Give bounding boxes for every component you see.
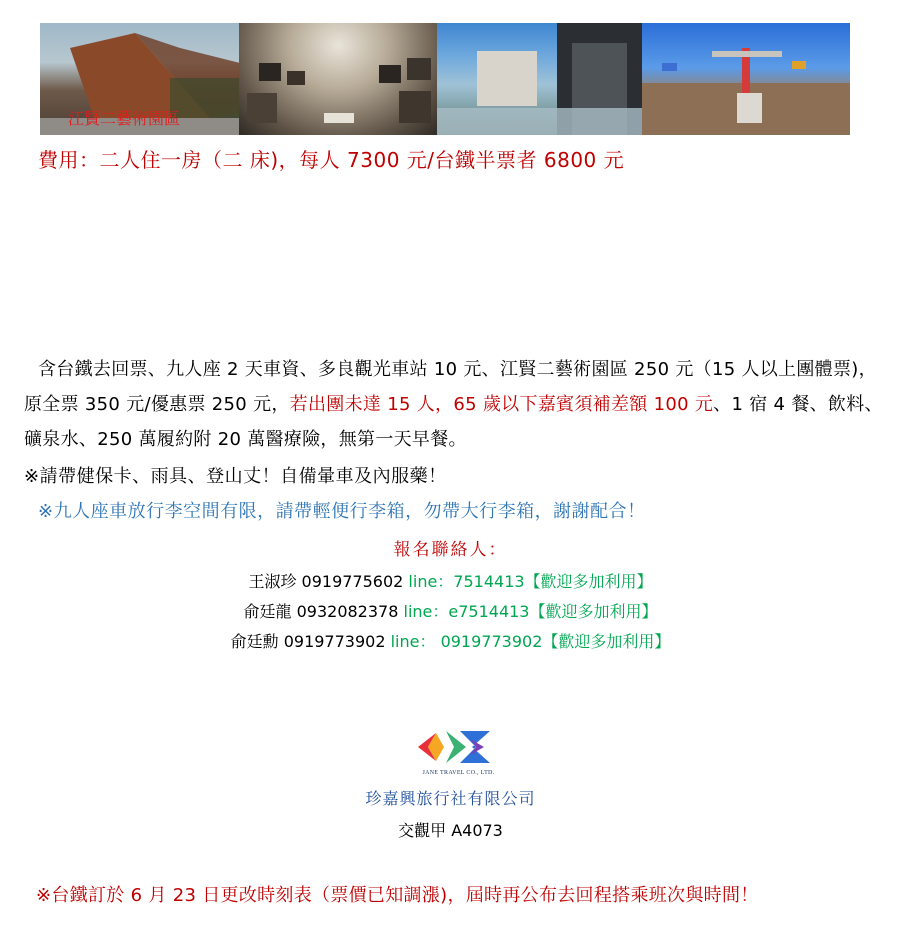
contact-name-phone: 俞廷勳 0919773902: [230, 632, 386, 651]
photo-strip: [40, 23, 850, 135]
timetable-notice: ※台鐵訂於 6 月 23 日更改時刻表（票價已知調漲)，屆時再公布去回程搭乘班次與時間！: [36, 885, 759, 906]
photo-sculpture-stone-wall-graphic: [642, 23, 850, 135]
license-number: 交觀甲 A4073: [398, 821, 503, 840]
photo-caption: 江賢二藝術園區: [68, 109, 181, 128]
contact-row: [0, 629, 901, 652]
contact-row: [0, 599, 901, 622]
description-surcharge-note: 若出團未達 15 人，65 歲以下嘉賓須補差額 100 元: [289, 394, 714, 415]
contact-line-id: line： 0919773902【歡迎多加利用】: [390, 632, 671, 651]
photo-concrete-pavilion: [437, 23, 642, 135]
logo-wordmark: JANE TRAVEL CO., LTD.: [422, 770, 495, 776]
contact-row: [0, 569, 901, 592]
contact-name-phone: 王淑珍 0919775602: [248, 572, 404, 591]
reminder-note: ※請帶健保卡、雨具、登山丈！自備暈車及內服藥！: [24, 466, 447, 487]
company-name: 珍嘉興旅行社有限公司: [365, 789, 536, 808]
contact-line-id: line：7514413【歡迎多加利用】: [408, 572, 653, 591]
cost-line: 費用：二人住一房（二 床)，每人 7300 元/台鐵半票者 6800 元: [38, 148, 625, 172]
description-part3: 、1 宿 4 餐、飲料、礦泉水、250 萬履約附 20 萬醫療險，無第一天早餐。: [24, 394, 883, 450]
photo-art-park-building: [40, 23, 240, 135]
luggage-note: ※九人座車放行李空間有限，請帶輕便行李箱，勿帶大行李箱，謝謝配合！: [38, 501, 646, 522]
contact-name-phone: 俞廷龍 0932082378: [243, 602, 399, 621]
description-paragraph: [24, 352, 884, 457]
photo-sculpture-stone-wall: [642, 23, 850, 135]
contact-line-id: line：e7514413【歡迎多加利用】: [403, 602, 658, 621]
description-part1: 含台鐵去回票、九人座 2 天車資、多良觀光車站 10 元、江賢二藝術園區 250 元（15 人以上團體票)，原全票 350 元/優惠票 250 元，: [24, 359, 877, 415]
contacts-title: 報名聯絡人：: [393, 540, 508, 560]
photo-gallery-tunnel-graphic: [239, 23, 438, 135]
photo-concrete-pavilion-graphic: [437, 23, 642, 135]
photo-gallery-tunnel: [239, 23, 438, 135]
